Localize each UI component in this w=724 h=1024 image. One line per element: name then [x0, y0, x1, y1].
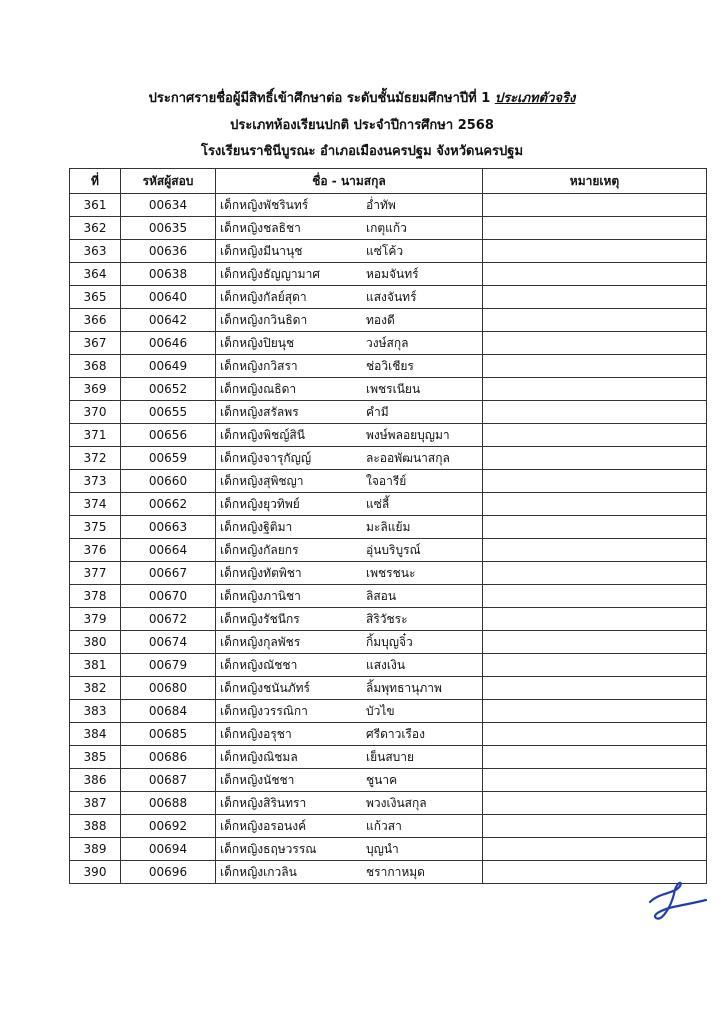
- student-last-name: คำมี: [366, 405, 389, 419]
- table-row: [70, 401, 707, 424]
- exam-code: 00692: [121, 815, 216, 838]
- remarks-cell: [483, 677, 707, 700]
- table-row: [70, 700, 707, 723]
- table-row: [70, 263, 707, 286]
- student-name-cell: [216, 263, 483, 286]
- student-last-name: ลิสอน: [366, 589, 397, 603]
- student-first-name: เด็กหญิงกัลยกร: [220, 543, 299, 557]
- row-number: 390: [70, 861, 121, 884]
- signature-mark: [640, 872, 710, 932]
- remarks-cell: [483, 217, 707, 240]
- table-row: [70, 585, 707, 608]
- student-name-cell: [216, 355, 483, 378]
- student-first-name: เด็กหญิงสุพิชญา: [220, 474, 304, 488]
- exam-code: 00672: [121, 608, 216, 631]
- student-first-name: เด็กหญิงชลธิชา: [220, 221, 301, 235]
- student-name-cell: [216, 378, 483, 401]
- student-last-name: อุ่นบริบูรณ์: [366, 543, 421, 557]
- student-first-name: เด็กหญิงกุลพัชร: [220, 635, 301, 649]
- row-number: 365: [70, 286, 121, 309]
- student-first-name: เด็กหญิงณธิดา: [220, 382, 297, 396]
- student-last-name: มะลิแย้ม: [366, 520, 411, 534]
- remarks-cell: [483, 700, 707, 723]
- student-name-cell: [216, 447, 483, 470]
- student-name-cell: [216, 700, 483, 723]
- student-name-cell: [216, 194, 483, 217]
- student-first-name: เด็กหญิงอรุชา: [220, 727, 292, 741]
- student-name-cell: [216, 562, 483, 585]
- student-name-cell: [216, 401, 483, 424]
- row-number: 379: [70, 608, 121, 631]
- remarks-cell: [483, 263, 707, 286]
- student-first-name: เด็กหญิงกัลย์สุดา: [220, 290, 307, 304]
- table-row: [70, 286, 707, 309]
- student-name-cell: [216, 332, 483, 355]
- remarks-cell: [483, 815, 707, 838]
- column-header-exam-code: รหัสผู้สอบ: [121, 169, 216, 194]
- remarks-cell: [483, 286, 707, 309]
- student-last-name: วงษ์สกุล: [366, 336, 409, 350]
- table-row: [70, 631, 707, 654]
- exam-code: 00655: [121, 401, 216, 424]
- student-name-cell: [216, 286, 483, 309]
- table-row: [70, 493, 707, 516]
- remarks-cell: [483, 562, 707, 585]
- exam-code: 00694: [121, 838, 216, 861]
- student-last-name: หอมจันทร์: [366, 267, 419, 281]
- student-last-name: ลิ้มพุทธานุภาพ: [366, 681, 442, 695]
- student-last-name: แสงเงิน: [366, 658, 406, 672]
- student-first-name: เด็กหญิงธฤษวรรณ: [220, 842, 317, 856]
- column-header-full-name: ชื่อ - นามสกุล: [216, 169, 483, 194]
- remarks-cell: [483, 470, 707, 493]
- student-last-name: ช่อวิเชียร: [366, 359, 414, 373]
- student-last-name: บัวไข: [366, 704, 395, 718]
- student-name-cell: [216, 608, 483, 631]
- remarks-cell: [483, 401, 707, 424]
- student-first-name: เด็กหญิงพัชรินทร์: [220, 198, 309, 212]
- remarks-cell: [483, 608, 707, 631]
- row-number: 374: [70, 493, 121, 516]
- student-last-name: เย็นสบาย: [366, 750, 415, 764]
- row-number: 386: [70, 769, 121, 792]
- announcement-title: [0, 90, 724, 108]
- row-number: 384: [70, 723, 121, 746]
- student-name-cell: [216, 861, 483, 884]
- roster-body: [70, 194, 707, 884]
- student-name-cell: [216, 217, 483, 240]
- exam-code: 00674: [121, 631, 216, 654]
- exam-code: 00680: [121, 677, 216, 700]
- exam-code: 00634: [121, 194, 216, 217]
- student-name-cell: [216, 654, 483, 677]
- row-number: 385: [70, 746, 121, 769]
- student-last-name: ศรีดาวเรือง: [366, 727, 425, 741]
- exam-code: 00638: [121, 263, 216, 286]
- student-last-name: แซ่ลี้: [366, 497, 390, 511]
- student-name-cell: [216, 424, 483, 447]
- remarks-cell: [483, 792, 707, 815]
- remarks-cell: [483, 447, 707, 470]
- remarks-cell: [483, 355, 707, 378]
- student-name-cell: [216, 631, 483, 654]
- remarks-cell: [483, 585, 707, 608]
- table-row: [70, 769, 707, 792]
- student-name-cell: [216, 539, 483, 562]
- row-number: 380: [70, 631, 121, 654]
- row-number: 367: [70, 332, 121, 355]
- row-number: 383: [70, 700, 121, 723]
- student-last-name: แซ่โค้ว: [366, 244, 404, 258]
- student-first-name: เด็กหญิงนัชชา: [220, 773, 295, 787]
- exam-code: 00652: [121, 378, 216, 401]
- table-row: [70, 608, 707, 631]
- student-first-name: เด็กหญิงณิชมล: [220, 750, 298, 764]
- admission-type-emphasis: ประเภทตัวจริง: [494, 91, 576, 106]
- student-first-name: เด็กหญิงจารุกัญญ์: [220, 451, 312, 465]
- student-name-cell: [216, 585, 483, 608]
- remarks-cell: [483, 309, 707, 332]
- student-last-name: ชรากาหมุด: [366, 865, 425, 879]
- remarks-cell: [483, 631, 707, 654]
- student-name-cell: [216, 723, 483, 746]
- row-number: 370: [70, 401, 121, 424]
- table-row: [70, 723, 707, 746]
- student-first-name: เด็กหญิงฐิติมา: [220, 520, 293, 534]
- student-last-name: แก้วสา: [366, 819, 402, 833]
- table-row: [70, 562, 707, 585]
- table-row: [70, 470, 707, 493]
- column-header-remarks: หมายเหตุ: [483, 169, 707, 194]
- row-number: 378: [70, 585, 121, 608]
- remarks-cell: [483, 723, 707, 746]
- student-first-name: เด็กหญิงรัชนีกร: [220, 612, 300, 626]
- table-row: [70, 792, 707, 815]
- student-roster-table: [69, 168, 707, 884]
- student-last-name: บุญนำ: [366, 842, 399, 856]
- remarks-cell: [483, 838, 707, 861]
- table-row: [70, 815, 707, 838]
- table-row: [70, 746, 707, 769]
- row-number: 376: [70, 539, 121, 562]
- exam-code: 00649: [121, 355, 216, 378]
- remarks-cell: [483, 332, 707, 355]
- exam-code: 00656: [121, 424, 216, 447]
- table-row: [70, 424, 707, 447]
- exam-code: 00685: [121, 723, 216, 746]
- row-number: 377: [70, 562, 121, 585]
- student-last-name: แสงจันทร์: [366, 290, 417, 304]
- exam-code: 00688: [121, 792, 216, 815]
- row-number: 369: [70, 378, 121, 401]
- student-last-name: สิริวัชระ: [366, 612, 408, 626]
- table-header-row: [70, 169, 707, 194]
- student-last-name: พวงเงินสกุล: [366, 796, 427, 810]
- row-number: 366: [70, 309, 121, 332]
- student-last-name: เกตุแก้ว: [366, 221, 407, 235]
- student-name-cell: [216, 493, 483, 516]
- exam-code: 00686: [121, 746, 216, 769]
- student-last-name: ชูนาค: [366, 773, 398, 787]
- student-name-cell: [216, 815, 483, 838]
- remarks-cell: [483, 516, 707, 539]
- exam-code: 00640: [121, 286, 216, 309]
- row-number: 373: [70, 470, 121, 493]
- exam-code: 00635: [121, 217, 216, 240]
- student-last-name: พงษ์พลอยบุญมา: [366, 428, 450, 442]
- student-first-name: เด็กหญิงเกวลิน: [220, 865, 297, 879]
- table-row: [70, 355, 707, 378]
- remarks-cell: [483, 539, 707, 562]
- table-row: [70, 447, 707, 470]
- student-last-name: ใจอารีย์: [366, 474, 407, 488]
- student-first-name: เด็กหญิงภานิชา: [220, 589, 301, 603]
- student-last-name: อ่ำทัพ: [366, 198, 396, 212]
- row-number: 371: [70, 424, 121, 447]
- student-first-name: เด็กหญิงธัญญามาศ: [220, 267, 320, 281]
- table-row: [70, 838, 707, 861]
- student-first-name: เด็กหญิงสรัลพร: [220, 405, 299, 419]
- remarks-cell: [483, 424, 707, 447]
- exam-code: 00663: [121, 516, 216, 539]
- row-number: 375: [70, 516, 121, 539]
- student-last-name: กิ้มบุญจิ๋ว: [366, 635, 413, 649]
- table-row: [70, 309, 707, 332]
- column-header-number: ที่: [70, 169, 121, 194]
- remarks-cell: [483, 240, 707, 263]
- table-row: [70, 539, 707, 562]
- row-number: 361: [70, 194, 121, 217]
- table-row: [70, 240, 707, 263]
- row-number: 368: [70, 355, 121, 378]
- table-row: [70, 217, 707, 240]
- exam-code: 00684: [121, 700, 216, 723]
- row-number: 364: [70, 263, 121, 286]
- school-name-line: โรงเรียนราชินีบูรณะ อำเภอเมืองนครปฐม จังหวัดนครปฐม: [200, 144, 524, 159]
- exam-code: 00646: [121, 332, 216, 355]
- exam-code: 00670: [121, 585, 216, 608]
- student-first-name: เด็กหญิงมีนานุช: [220, 244, 303, 258]
- student-name-cell: [216, 769, 483, 792]
- student-last-name: เพชรชนะ: [366, 566, 416, 580]
- student-last-name: เพชรเนียน: [366, 382, 421, 396]
- student-first-name: เด็กหญิงทัตพิชา: [220, 566, 302, 580]
- exam-code: 00660: [121, 470, 216, 493]
- exam-code: 00642: [121, 309, 216, 332]
- student-name-cell: [216, 746, 483, 769]
- table-row: [70, 378, 707, 401]
- row-number: 372: [70, 447, 121, 470]
- student-name-cell: [216, 240, 483, 263]
- exam-code: 00687: [121, 769, 216, 792]
- student-first-name: เด็กหญิงยุวทิพย์: [220, 497, 300, 511]
- student-name-cell: [216, 470, 483, 493]
- table-row: [70, 332, 707, 355]
- row-number: 362: [70, 217, 121, 240]
- table-row: [70, 516, 707, 539]
- student-first-name: เด็กหญิงพิชญ์สินี: [220, 428, 305, 442]
- remarks-cell: [483, 769, 707, 792]
- student-first-name: เด็กหญิงวรรณิกา: [220, 704, 308, 718]
- exam-code: 00679: [121, 654, 216, 677]
- student-last-name: ละออพัฒนาสกุล: [366, 451, 450, 465]
- exam-code: 00659: [121, 447, 216, 470]
- remarks-cell: [483, 194, 707, 217]
- exam-code: 00662: [121, 493, 216, 516]
- student-first-name: เด็กหญิงณัชชา: [220, 658, 298, 672]
- row-number: 388: [70, 815, 121, 838]
- row-number: 389: [70, 838, 121, 861]
- classroom-type-line: ประเภทห้องเรียนปกติ ประจำปีการศึกษา 2568: [230, 118, 494, 133]
- row-number: 381: [70, 654, 121, 677]
- student-first-name: เด็กหญิงกวิสรา: [220, 359, 298, 373]
- remarks-cell: [483, 746, 707, 769]
- table-row: [70, 677, 707, 700]
- remarks-cell: [483, 378, 707, 401]
- student-last-name: ทองดี: [366, 313, 395, 327]
- student-first-name: เด็กหญิงชนันภัทร์: [220, 681, 310, 695]
- announcement-title-main: ประกาศรายชื่อผู้มีสิทธิ์เข้าศึกษาต่อ ระดับชั้นมัธยมศึกษาปีที่ 1: [148, 91, 491, 106]
- row-number: 363: [70, 240, 121, 263]
- student-name-cell: [216, 677, 483, 700]
- student-first-name: เด็กหญิงปิยนุช: [220, 336, 295, 350]
- student-first-name: เด็กหญิงอรอนงค์: [220, 819, 307, 833]
- remarks-cell: [483, 493, 707, 516]
- table-row: [70, 194, 707, 217]
- student-name-cell: [216, 309, 483, 332]
- exam-code: 00636: [121, 240, 216, 263]
- table-row: [70, 654, 707, 677]
- row-number: 382: [70, 677, 121, 700]
- exam-code: 00664: [121, 539, 216, 562]
- table-row: [70, 861, 707, 884]
- student-name-cell: [216, 838, 483, 861]
- row-number: 387: [70, 792, 121, 815]
- exam-code: 00696: [121, 861, 216, 884]
- student-name-cell: [216, 516, 483, 539]
- remarks-cell: [483, 654, 707, 677]
- student-first-name: เด็กหญิงสิรินทรา: [220, 796, 307, 810]
- exam-code: 00667: [121, 562, 216, 585]
- student-first-name: เด็กหญิงกวินธิดา: [220, 313, 308, 327]
- student-name-cell: [216, 792, 483, 815]
